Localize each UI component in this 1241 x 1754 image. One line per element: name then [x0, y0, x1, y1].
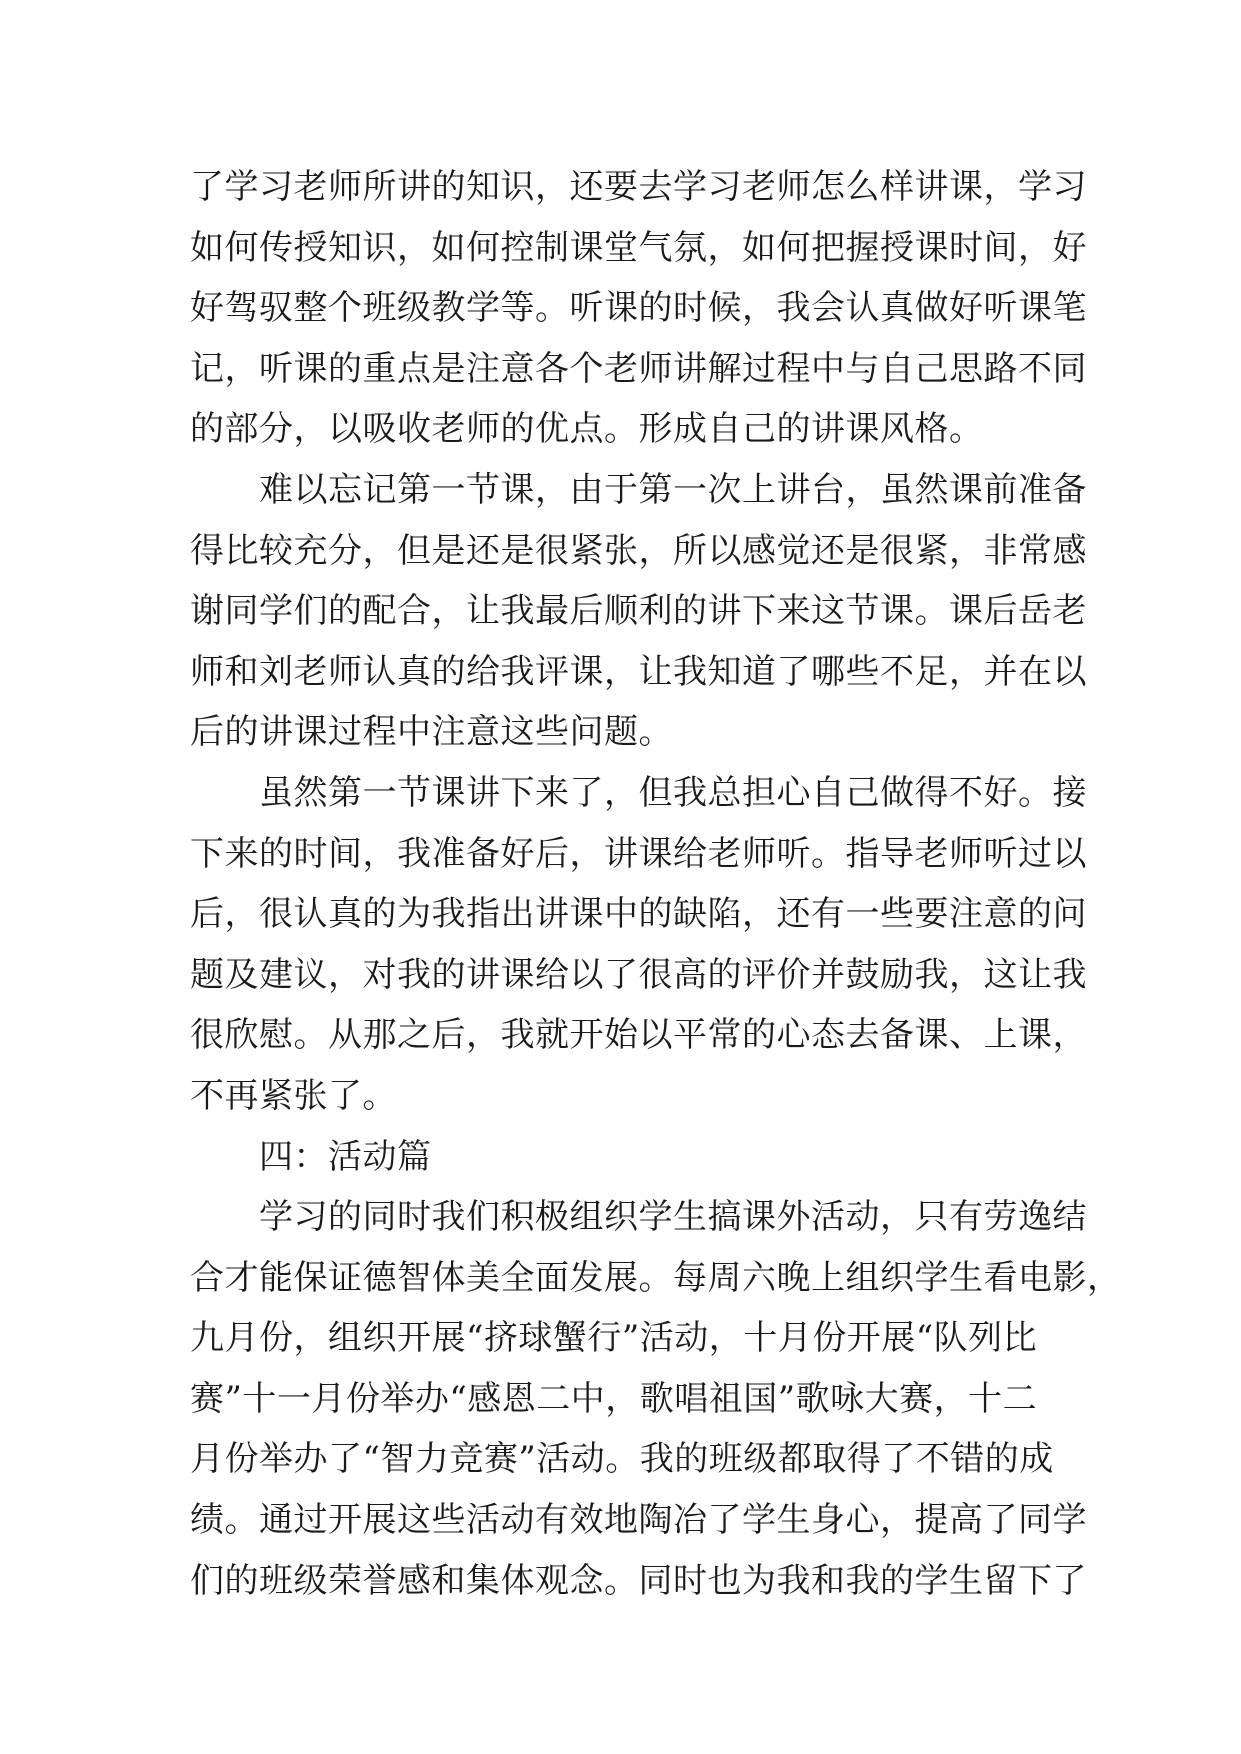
text-line: 很欣慰。从那之后，我就开始以平常的心态去备课、上课，	[190, 1015, 1087, 1056]
text-line: 题及建议，对我的讲课给以了很高的评价并鼓励我，这让我	[190, 954, 1087, 995]
text-line: 的部分，以吸收老师的优点。形成自己的讲课风格。	[190, 409, 984, 450]
text-line: 合才能保证德智体美全面发展。每周六晚上组织学生看电影，	[190, 1257, 1122, 1298]
text-line: 后的讲课过程中注意这些问题。	[190, 712, 673, 753]
text-line: 难以忘记第一节课，由于第一次上讲台，虽然课前准备	[190, 469, 1087, 510]
text-line: 绩。通过开展这些活动有效地陶冶了学生身心，提高了同学	[190, 1500, 1087, 1541]
text-line: 赛”十一月份举办“感恩二中，歌唱祖国”歌咏大赛，十二	[190, 1378, 1038, 1419]
text-line: 记，听课的重点是注意各个老师讲解过程中与自己思路不同	[190, 348, 1087, 389]
body-text	[190, 157, 1122, 1611]
text-line: 师和刘老师认真的给我评课，让我知道了哪些不足，并在以	[190, 651, 1087, 692]
text-line: 后，很认真的为我指出讲课中的缺陷，还有一些要注意的问	[190, 894, 1087, 935]
text-line: 得比较充分，但是还是很紧张，所以感觉还是很紧，非常感	[190, 530, 1087, 571]
text-line: 下来的时间，我准备好后，讲课给老师听。指导老师听过以	[190, 833, 1087, 874]
text-line: 如何传授知识，如何控制课堂气氛，如何把握授课时间，好	[190, 227, 1087, 268]
text-line: 学习的同时我们积极组织学生搞课外活动，只有劳逸结	[190, 1197, 1087, 1238]
text-line: 月份举办了“智力竞赛”活动。我的班级都取得了不错的成	[190, 1439, 1054, 1480]
text-line: 们的班级荣誉感和集体观念。同时也为我和我的学生留下了	[190, 1560, 1087, 1601]
text-line: 好驾驭整个班级教学等。听课的时候，我会认真做好听课笔	[190, 288, 1087, 329]
text-line: 虽然第一节课讲下来了，但我总担心自己做得不好。接	[190, 772, 1087, 813]
text-line: 九月份，组织开展“挤球蟹行”活动，十月份开展“队列比	[190, 1318, 1038, 1359]
section-heading: 四：活动篇	[190, 1136, 432, 1177]
text-line: 了学习老师所讲的知识，还要去学习老师怎么样讲课，学习	[190, 167, 1087, 207]
text-line: 谢同学们的配合，让我最后顺利的讲下来这节课。课后岳老	[190, 591, 1087, 632]
text-line: 不再紧张了。	[190, 1075, 397, 1116]
